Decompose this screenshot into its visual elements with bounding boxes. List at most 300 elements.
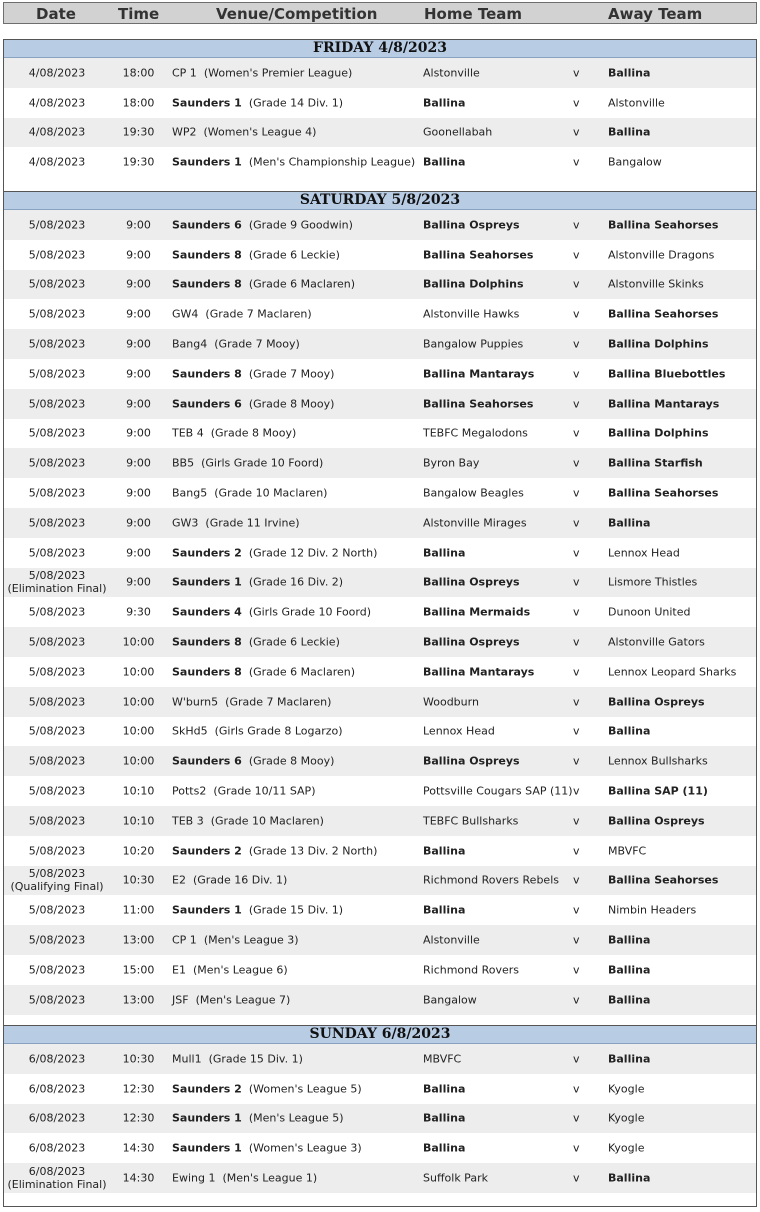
match-date-cell	[4, 487, 110, 500]
match-away-team: Ballina	[608, 724, 651, 738]
match-versus: v	[573, 516, 580, 530]
table-row	[4, 478, 756, 508]
table-row	[4, 359, 756, 389]
match-versus: v	[573, 367, 580, 381]
match-venue-cell	[172, 308, 312, 321]
match-round-note: (Qualifying Final)	[10, 880, 104, 894]
table-header	[3, 2, 757, 24]
match-venue: W'burn5	[172, 695, 219, 709]
match-competition: (Women's League 3)	[248, 1141, 362, 1155]
match-home-team: Pottsville Cougars SAP (11)	[423, 784, 573, 798]
match-time: 14:30	[122, 1171, 155, 1185]
match-away-team: Ballina	[608, 1052, 651, 1066]
match-time: 10:20	[122, 844, 155, 858]
match-date: 5/08/2023	[28, 635, 86, 649]
match-home-team: Ballina	[423, 96, 466, 110]
day-heading: SUNDAY 6/8/2023	[4, 1026, 756, 1044]
match-venue-cell	[172, 934, 299, 947]
match-home-team: Ballina Ospreys	[423, 575, 520, 589]
match-time: 9:00	[126, 575, 151, 589]
table-row	[4, 836, 756, 866]
match-versus: v	[573, 1082, 580, 1096]
table-row	[4, 925, 756, 955]
match-time: 9:00	[126, 337, 151, 351]
match-home-team: Ballina	[423, 844, 466, 858]
match-competition: (Men's League 7)	[195, 993, 291, 1007]
match-venue-cell	[172, 156, 415, 169]
match-venue-cell	[172, 1112, 344, 1125]
match-venue: Saunders 2	[172, 844, 242, 858]
match-versus: v	[573, 695, 580, 709]
match-time: 10:00	[122, 754, 155, 768]
match-time: 18:00	[122, 96, 155, 110]
match-versus: v	[573, 546, 580, 560]
match-versus: v	[573, 337, 580, 351]
table-row	[4, 717, 756, 747]
match-venue-cell	[172, 487, 327, 500]
match-date: 6/08/2023	[28, 1052, 86, 1066]
match-versus: v	[573, 456, 580, 470]
match-venue: Saunders 1	[172, 1141, 242, 1155]
match-competition: (Women's Premier League)	[203, 66, 353, 80]
match-versus: v	[573, 96, 580, 110]
match-date: 5/08/2023	[28, 546, 86, 560]
match-competition: (Grade 7 Mooy)	[214, 337, 300, 351]
match-versus: v	[573, 963, 580, 977]
match-date: 6/08/2023	[28, 1082, 86, 1096]
match-venue-cell	[172, 814, 324, 827]
table-row	[4, 985, 756, 1015]
match-home-team: MBVFC	[423, 1052, 462, 1066]
match-time: 18:00	[122, 66, 155, 80]
match-venue: Bang4	[172, 337, 208, 351]
match-date-cell	[4, 457, 110, 470]
match-away-team: Alstonville Gators	[608, 635, 705, 649]
table-row	[4, 329, 756, 359]
match-date: 4/08/2023	[28, 155, 86, 169]
table-row	[4, 1044, 756, 1074]
match-venue-cell	[172, 904, 343, 917]
match-date-cell	[4, 814, 110, 827]
table-row	[4, 210, 756, 240]
match-competition: (Grade 8 Mooy)	[248, 754, 335, 768]
match-competition: (Girls Grade 8 Logarzo)	[214, 724, 343, 738]
match-away-team: Alstonville Skinks	[608, 277, 704, 291]
match-date: 5/08/2023	[28, 784, 86, 798]
match-home-team: Richmond Rovers	[423, 963, 520, 977]
match-date-cell	[4, 993, 110, 1006]
match-date-cell	[4, 516, 110, 529]
match-competition: (Girls Grade 10 Foord)	[248, 605, 372, 619]
match-away-team: Ballina	[608, 66, 651, 80]
match-date-cell	[4, 278, 110, 291]
match-home-team: Ballina Dolphins	[423, 277, 524, 291]
match-home-team: Ballina Ospreys	[423, 218, 520, 232]
header-venue: Venue/Competition	[216, 5, 378, 23]
match-date: 5/08/2023	[28, 844, 86, 858]
match-time: 9:00	[126, 486, 151, 500]
match-venue-cell	[172, 338, 300, 351]
match-away-team: Lennox Head	[608, 546, 680, 560]
day-block-friday	[3, 39, 757, 192]
match-date-cell	[4, 755, 110, 768]
match-date-cell	[4, 606, 110, 619]
match-versus: v	[573, 426, 580, 440]
match-home-team: Ballina	[423, 1082, 466, 1096]
table-row	[4, 955, 756, 985]
match-date: 5/08/2023	[28, 486, 86, 500]
match-date: 5/08/2023	[28, 307, 86, 321]
match-venue: E2	[172, 873, 186, 887]
match-versus: v	[573, 1111, 580, 1125]
match-venue: Potts2	[172, 784, 207, 798]
match-venue: WP2	[172, 125, 197, 139]
match-competition: (Women's League 5)	[248, 1082, 362, 1096]
match-competition: (Men's League 1)	[222, 1171, 318, 1185]
match-competition: (Grade 6 Maclaren)	[248, 277, 356, 291]
match-date-cell	[4, 665, 110, 678]
match-away-team: Lismore Thistles	[608, 575, 698, 589]
match-venue-cell	[172, 1052, 303, 1065]
match-versus: v	[573, 397, 580, 411]
match-date-cell	[4, 367, 110, 380]
match-home-team: Ballina Ospreys	[423, 754, 520, 768]
match-venue-cell	[172, 546, 377, 559]
match-venue-cell	[172, 993, 290, 1006]
match-competition: (Grade 8 Mooy)	[248, 397, 335, 411]
match-venue-cell	[172, 397, 334, 410]
table-row	[4, 568, 756, 598]
match-date-cell	[4, 248, 110, 261]
match-venue-cell	[172, 367, 334, 380]
match-home-team: TEBFC Megalodons	[423, 426, 528, 440]
match-venue: JSF	[172, 993, 189, 1007]
match-home-team: Ballina	[423, 546, 466, 560]
match-venue: BB5	[172, 456, 195, 470]
match-versus: v	[573, 1052, 580, 1066]
table-row	[4, 1104, 756, 1134]
match-competition: (Men's League 6)	[192, 963, 288, 977]
match-competition: (Grade 10/11 SAP)	[213, 784, 316, 798]
match-home-team: Richmond Rovers Rebels	[423, 873, 559, 887]
match-time: 19:30	[122, 125, 155, 139]
match-home-team: Goonellabah	[423, 125, 493, 139]
match-date: 5/08/2023	[28, 754, 86, 768]
match-date: 6/08/2023	[28, 1111, 86, 1125]
match-date: 5/08/2023	[28, 605, 86, 619]
match-away-team: Ballina	[608, 993, 651, 1007]
day-block-saturday	[3, 191, 757, 1026]
match-home-team: Bangalow	[423, 993, 477, 1007]
table-row	[4, 538, 756, 568]
match-venue-cell	[172, 576, 343, 589]
match-competition: (Grade 16 Div. 2)	[248, 575, 344, 589]
table-row	[4, 687, 756, 717]
match-versus: v	[573, 66, 580, 80]
match-away-team: Nimbin Headers	[608, 903, 697, 917]
match-date-cell	[4, 1112, 110, 1125]
match-date: 5/08/2023	[28, 724, 86, 738]
match-home-team: Ballina Ospreys	[423, 635, 520, 649]
match-home-team: Bangalow Puppies	[423, 337, 524, 351]
match-time: 9:00	[126, 307, 151, 321]
match-time: 12:30	[122, 1111, 155, 1125]
match-time: 9:00	[126, 546, 151, 560]
match-date-cell	[4, 546, 110, 559]
match-time: 15:00	[122, 963, 155, 977]
day-heading: SATURDAY 5/8/2023	[4, 192, 756, 210]
match-date-cell	[4, 397, 110, 410]
match-venue-cell	[172, 844, 377, 857]
match-date-cell	[4, 725, 110, 738]
match-away-team: Kyogle	[608, 1082, 645, 1096]
match-competition: (Grade 7 Maclaren)	[225, 695, 332, 709]
match-venue-cell	[172, 516, 300, 529]
match-home-team: Alstonville	[423, 933, 480, 947]
match-versus: v	[573, 844, 580, 858]
match-venue: Saunders 6	[172, 218, 242, 232]
match-competition: (Women's League 4)	[203, 125, 317, 139]
match-venue-cell	[172, 1172, 317, 1185]
match-venue: TEB 3	[172, 814, 204, 828]
table-row	[4, 389, 756, 419]
match-versus: v	[573, 307, 580, 321]
match-versus: v	[573, 605, 580, 619]
match-venue-cell	[172, 248, 340, 261]
match-competition: (Grade 9 Goodwin)	[248, 218, 353, 232]
match-venue: Bang5	[172, 486, 208, 500]
match-away-team: Ballina Mantarays	[608, 397, 720, 411]
match-home-team: Bangalow Beagles	[423, 486, 524, 500]
match-away-team: Ballina Seahorses	[608, 486, 719, 500]
table-row	[4, 657, 756, 687]
header-home-team: Home Team	[424, 5, 523, 23]
match-home-team: Suffolk Park	[423, 1171, 488, 1185]
match-venue: Saunders 8	[172, 248, 242, 262]
match-competition: (Grade 11 Irvine)	[205, 516, 300, 530]
match-time: 10:00	[122, 635, 155, 649]
match-date: 5/08/2023	[28, 248, 86, 262]
match-date-cell	[4, 844, 110, 857]
match-date-cell	[4, 695, 110, 708]
match-venue-cell	[172, 785, 316, 798]
match-away-team: Alstonville Dragons	[608, 248, 715, 262]
match-home-team: Ballina Mantarays	[423, 367, 535, 381]
match-time: 9:00	[126, 367, 151, 381]
table-row	[4, 627, 756, 657]
table-row	[4, 88, 756, 118]
match-competition: (Men's League 3)	[203, 933, 299, 947]
match-home-team: Ballina Mantarays	[423, 665, 535, 679]
match-date-cell	[4, 1142, 110, 1155]
match-date-cell	[4, 308, 110, 321]
match-versus: v	[573, 754, 580, 768]
match-date: 5/08/2023	[28, 695, 86, 709]
match-date-cell	[4, 904, 110, 917]
match-round-note: (Elimination Final)	[7, 582, 107, 596]
match-versus: v	[573, 1171, 580, 1185]
table-row	[4, 1163, 756, 1193]
table-row	[4, 448, 756, 478]
match-competition: (Grade 7 Maclaren)	[205, 307, 312, 321]
match-time: 9:00	[126, 516, 151, 530]
match-time: 9:30	[126, 605, 151, 619]
day-heading: FRIDAY 4/8/2023	[4, 40, 756, 58]
match-date-cell	[4, 963, 110, 976]
match-date: 5/08/2023	[28, 903, 86, 917]
match-round-note: (Elimination Final)	[7, 1178, 107, 1192]
match-date: 5/08/2023	[28, 814, 86, 828]
match-versus: v	[573, 814, 580, 828]
match-home-team: Ballina	[423, 155, 466, 169]
match-venue-cell	[172, 1082, 362, 1095]
match-away-team: Ballina	[608, 1171, 651, 1185]
match-venue-cell	[172, 963, 288, 976]
match-competition: (Grade 8 Mooy)	[210, 426, 297, 440]
match-date: 6/08/2023	[28, 1165, 86, 1179]
match-date: 4/08/2023	[28, 66, 86, 80]
match-versus: v	[573, 784, 580, 798]
match-competition: (Grade 15 Div. 1)	[208, 1052, 303, 1066]
match-competition: (Men's League 5)	[248, 1111, 344, 1125]
match-versus: v	[573, 665, 580, 679]
match-venue-cell	[172, 665, 355, 678]
match-time: 10:30	[122, 873, 155, 887]
match-venue: Saunders 6	[172, 397, 242, 411]
match-competition: (Grade 6 Leckie)	[248, 248, 340, 262]
match-venue-cell	[172, 66, 352, 79]
match-competition: (Grade 15 Div. 1)	[248, 903, 344, 917]
match-home-team: Ballina Seahorses	[423, 397, 534, 411]
match-away-team: Ballina Seahorses	[608, 307, 719, 321]
match-date-cell	[4, 126, 110, 139]
match-versus: v	[573, 218, 580, 232]
match-date: 5/08/2023	[28, 337, 86, 351]
match-venue: GW4	[172, 307, 199, 321]
match-time: 9:00	[126, 248, 151, 262]
table-row	[4, 240, 756, 270]
match-venue: TEB 4	[172, 426, 204, 440]
match-venue: Saunders 1	[172, 1111, 242, 1125]
table-row	[4, 866, 756, 896]
table-row	[4, 1074, 756, 1104]
match-home-team: Alstonville Hawks	[423, 307, 520, 321]
match-venue: Saunders 8	[172, 277, 242, 291]
match-versus: v	[573, 933, 580, 947]
match-away-team: Ballina Bluebottles	[608, 367, 726, 381]
match-venue: Saunders 4	[172, 605, 242, 619]
match-time: 11:00	[122, 903, 155, 917]
match-versus: v	[573, 1141, 580, 1155]
table-row	[4, 746, 756, 776]
match-date: 5/08/2023	[28, 963, 86, 977]
match-home-team: Ballina Mermaids	[423, 605, 531, 619]
match-date: 5/08/2023	[28, 367, 86, 381]
match-time: 19:30	[122, 155, 155, 169]
match-venue: Saunders 1	[172, 575, 242, 589]
match-venue-cell	[172, 874, 287, 887]
match-home-team: Lennox Head	[423, 724, 495, 738]
header-date: Date	[36, 5, 76, 23]
match-away-team: Ballina SAP (11)	[608, 784, 708, 798]
match-venue: Ewing 1	[172, 1171, 216, 1185]
match-home-team: Ballina Seahorses	[423, 248, 534, 262]
match-away-team: Ballina Seahorses	[608, 873, 719, 887]
match-away-team: Kyogle	[608, 1141, 645, 1155]
match-date-cell	[4, 338, 110, 351]
match-home-team: Alstonville Mirages	[423, 516, 527, 530]
match-away-team: Ballina Dolphins	[608, 337, 709, 351]
match-venue: CP 1	[172, 66, 197, 80]
match-versus: v	[573, 277, 580, 291]
match-date: 5/08/2023	[28, 456, 86, 470]
match-time: 12:30	[122, 1082, 155, 1096]
match-time: 10:00	[122, 724, 155, 738]
match-date: 5/08/2023	[28, 569, 86, 583]
match-venue-cell	[172, 96, 343, 109]
match-date: 5/08/2023	[28, 277, 86, 291]
match-away-team: Ballina Ospreys	[608, 695, 705, 709]
match-venue-cell	[172, 755, 334, 768]
match-competition: (Grade 10 Maclaren)	[214, 486, 328, 500]
match-competition: (Girls Grade 10 Foord)	[201, 456, 324, 470]
match-home-team: Ballina	[423, 903, 466, 917]
match-venue-cell	[172, 218, 353, 231]
match-venue: Mull1	[172, 1052, 202, 1066]
table-row	[4, 147, 756, 177]
match-time: 9:00	[126, 218, 151, 232]
match-venue-cell	[172, 278, 355, 291]
match-competition: (Grade 6 Leckie)	[248, 635, 340, 649]
match-venue-cell	[172, 636, 340, 649]
match-venue-cell	[172, 695, 331, 708]
match-away-team: Ballina Seahorses	[608, 218, 719, 232]
match-away-team: Ballina	[608, 963, 651, 977]
match-away-team: Ballina	[608, 516, 651, 530]
match-time: 9:00	[126, 277, 151, 291]
match-date-cell	[4, 218, 110, 231]
match-venue: Saunders 1	[172, 903, 242, 917]
day-block-sunday	[3, 1025, 757, 1207]
match-venue: Saunders 1	[172, 155, 242, 169]
match-time: 14:30	[122, 1141, 155, 1155]
table-row	[4, 776, 756, 806]
match-date: 5/08/2023	[28, 993, 86, 1007]
match-date: 5/08/2023	[28, 426, 86, 440]
table-row	[4, 58, 756, 88]
match-versus: v	[573, 635, 580, 649]
match-away-team: Alstonville	[608, 96, 665, 110]
match-time: 9:00	[126, 397, 151, 411]
match-venue: Saunders 8	[172, 367, 242, 381]
match-competition: (Grade 6 Maclaren)	[248, 665, 356, 679]
match-date-cell	[4, 867, 110, 893]
match-venue-cell	[172, 457, 323, 470]
match-away-team: Ballina Dolphins	[608, 426, 709, 440]
match-date: 5/08/2023	[28, 933, 86, 947]
match-date-cell	[4, 636, 110, 649]
match-away-team: Bangalow	[608, 155, 662, 169]
match-competition: (Grade 10 Maclaren)	[210, 814, 324, 828]
match-time: 13:00	[122, 933, 155, 947]
match-versus: v	[573, 155, 580, 169]
match-venue: Saunders 2	[172, 546, 242, 560]
match-competition: (Grade 14 Div. 1)	[248, 96, 344, 110]
match-home-team: TEBFC Bullsharks	[423, 814, 519, 828]
match-venue: Saunders 8	[172, 635, 242, 649]
match-venue-cell	[172, 725, 343, 738]
match-date: 5/08/2023	[28, 516, 86, 530]
